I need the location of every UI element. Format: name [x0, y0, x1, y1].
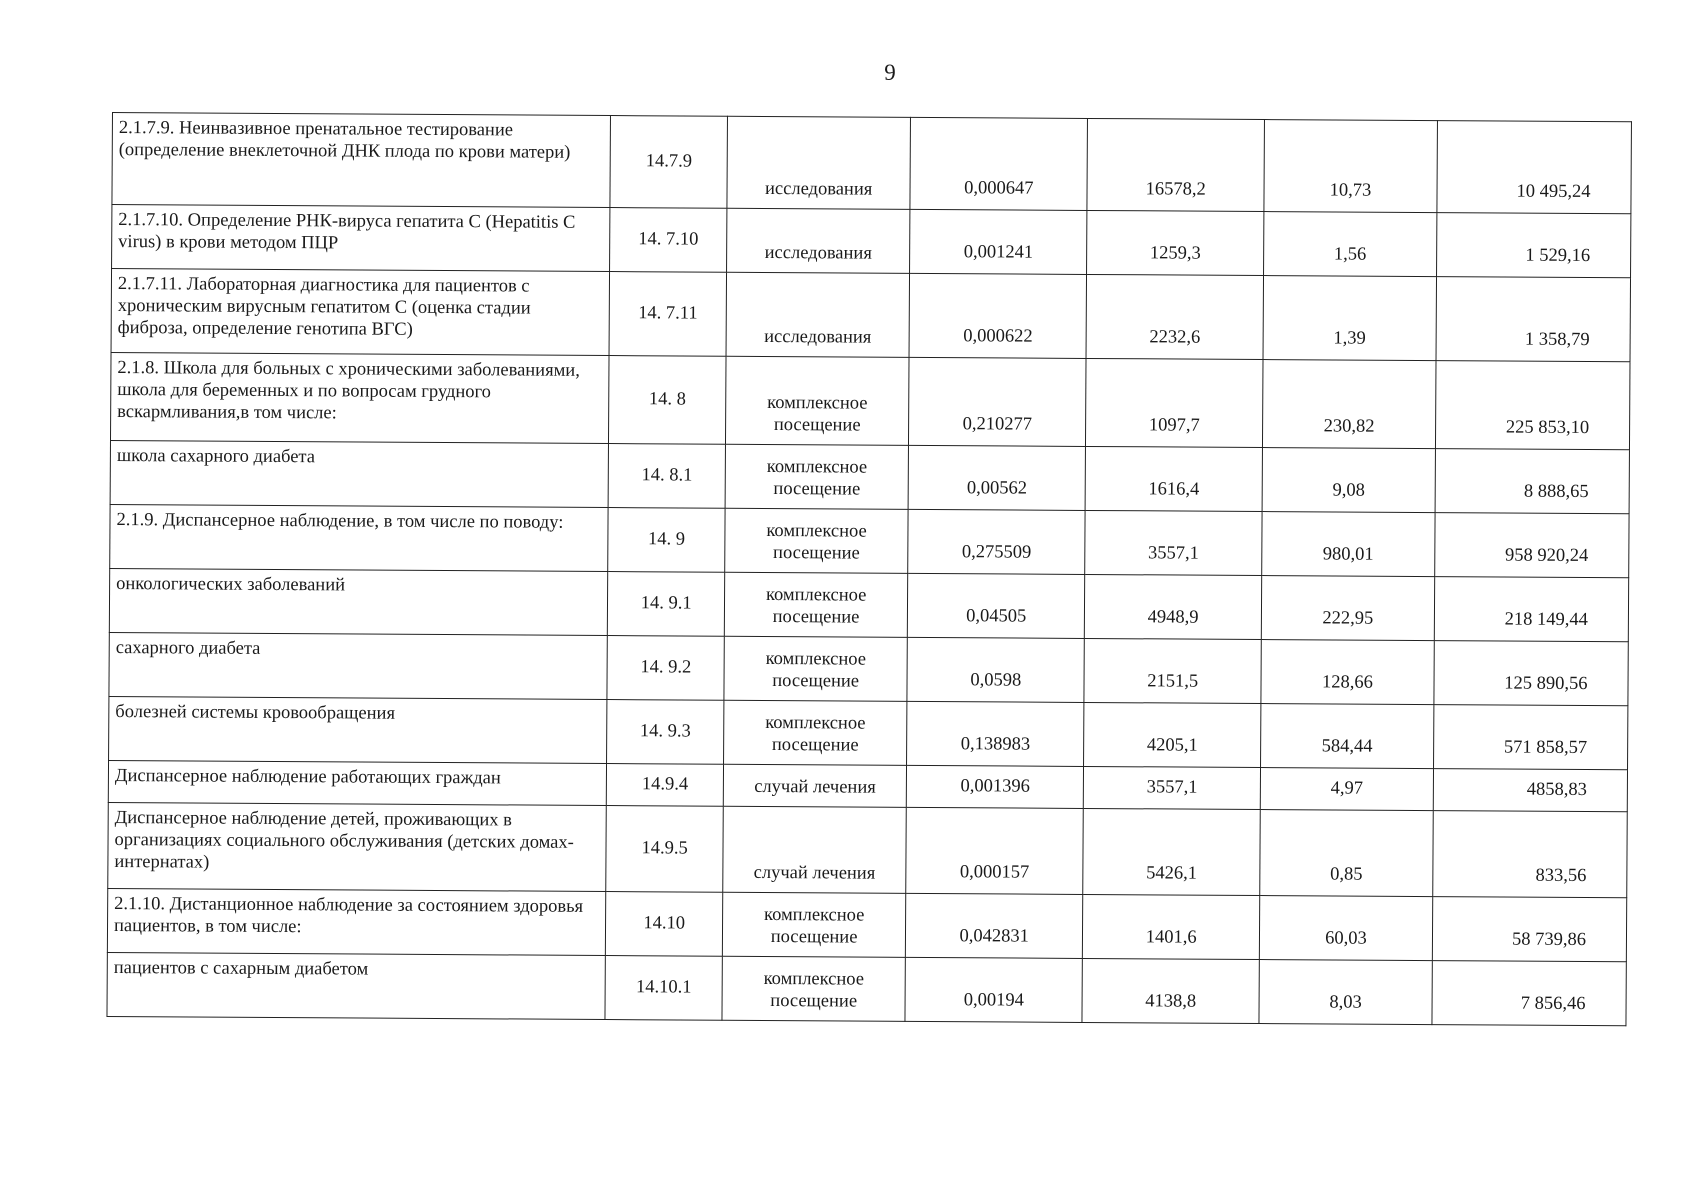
service-name-cell: школа сахарного диабета [110, 440, 609, 507]
table-body [107, 113, 1631, 1026]
unit-cost-cell: 2232,6 [1086, 274, 1263, 359]
total-cost-cell: 958 920,24 [1434, 513, 1629, 578]
per-capita-cell: 222,95 [1261, 576, 1434, 641]
service-name-cell: 2.1.8. Школа для больных с хроническими заболеваниями, школа для беременных и по вопросам грудного вскармливания,в том числе: [110, 352, 609, 443]
service-name-cell: 2.1.10. Дистанционное наблюдение за состоянием здоровья пациентов, в том числе: [107, 888, 606, 955]
norm-volume-cell: 0,000647 [910, 117, 1087, 210]
norm-volume-cell: 0,00194 [905, 957, 1082, 1022]
per-capita-cell: 0,85 [1260, 810, 1433, 897]
norm-volume-cell: 0,138983 [907, 701, 1084, 766]
row-code-cell: 14.10.1 [605, 956, 722, 1021]
table-row [111, 269, 1630, 362]
row-code-cell: 14. 8.1 [609, 444, 726, 509]
unit-cost-cell: 1259,3 [1087, 210, 1264, 275]
total-cost-cell: 58 739,86 [1432, 897, 1627, 962]
per-capita-cell: 980,01 [1262, 512, 1435, 577]
per-capita-cell: 584,44 [1261, 704, 1434, 769]
table-row [107, 888, 1626, 961]
tariff-table [106, 112, 1632, 1026]
norm-volume-cell: 0,042831 [906, 893, 1083, 958]
table-row [112, 205, 1631, 278]
norm-volume-cell: 0,0598 [907, 637, 1084, 702]
per-capita-cell: 230,82 [1263, 360, 1436, 449]
service-name-cell: 2.1.7.9. Неинвазивное пренатальное тестирование (определение внеклеточной ДНК плода по крови матери) [112, 113, 611, 208]
per-capita-cell: 128,66 [1261, 640, 1434, 705]
row-code-cell: 14. 8 [609, 356, 726, 445]
row-code-cell: 14.9.5 [606, 806, 723, 893]
row-code-cell: 14.10 [606, 892, 723, 957]
unit-cost-cell: 1097,7 [1086, 358, 1263, 447]
unit-cost-cell: 16578,2 [1087, 118, 1264, 211]
norm-volume-cell: 0,000622 [909, 273, 1086, 358]
row-code-cell: 14.9.4 [607, 764, 724, 807]
row-code-cell: 14. 9 [608, 508, 725, 573]
service-name-cell: пациентов с сахарным диабетом [107, 952, 606, 1019]
row-code-cell: 14. 7.11 [609, 272, 726, 357]
table-row [107, 952, 1626, 1025]
unit-cell: комплексное посещение [722, 892, 906, 957]
unit-cell: комплексное посещение [723, 700, 907, 765]
total-cost-cell: 1 358,79 [1436, 277, 1631, 362]
norm-volume-cell: 0,000157 [906, 807, 1083, 894]
row-code-cell: 14. 9.1 [608, 572, 725, 637]
per-capita-cell: 9,08 [1262, 448, 1435, 513]
norm-volume-cell: 0,04505 [908, 573, 1085, 638]
total-cost-cell: 833,56 [1432, 811, 1627, 898]
unit-cost-cell: 2151,5 [1084, 638, 1261, 703]
service-name-cell: болезней системы кровообращения [109, 696, 608, 763]
per-capita-cell: 60,03 [1260, 896, 1433, 961]
table-row [112, 113, 1632, 214]
unit-cell: комплексное посещение [724, 636, 908, 701]
unit-cost-cell: 4138,8 [1082, 958, 1259, 1023]
norm-volume-cell: 0,210277 [909, 357, 1086, 446]
table-row [110, 440, 1629, 513]
unit-cell: случай лечения [723, 806, 907, 893]
norm-volume-cell: 0,001241 [910, 209, 1087, 274]
total-cost-cell: 218 149,44 [1434, 577, 1629, 642]
unit-cost-cell: 4948,9 [1085, 574, 1262, 639]
per-capita-cell: 8,03 [1259, 960, 1432, 1025]
norm-volume-cell: 0,001396 [907, 765, 1084, 808]
unit-cell: комплексное посещение [725, 508, 909, 573]
total-cost-cell: 4858,83 [1433, 769, 1627, 812]
row-code-cell: 14. 9.3 [607, 700, 724, 765]
service-name-cell: сахарного диабета [109, 632, 608, 699]
per-capita-cell: 1,39 [1263, 276, 1436, 361]
table-row [109, 696, 1628, 769]
service-name-cell: 2.1.9. Диспансерное наблюдение, в том числе по поводу: [110, 504, 609, 571]
service-name-cell: онкологических заболеваний [109, 568, 608, 635]
service-name-cell: 2.1.7.10. Определение РНК-вируса гепатита C (Hepatitis C virus) в крови методом ПЦР [112, 205, 611, 272]
total-cost-cell: 225 853,10 [1435, 361, 1630, 450]
table-row [109, 568, 1628, 641]
page-number: 9 [884, 60, 896, 85]
service-name-cell: Диспансерное наблюдение работающих граждан [108, 760, 607, 805]
unit-cost-cell: 1616,4 [1085, 446, 1262, 511]
table-row [110, 504, 1629, 577]
per-capita-cell: 10,73 [1264, 120, 1437, 213]
unit-cost-cell: 1401,6 [1083, 894, 1260, 959]
unit-cell: случай лечения [723, 764, 907, 807]
row-code-cell: 14.7.9 [610, 116, 727, 209]
unit-cell: комплексное посещение [725, 356, 909, 445]
per-capita-cell: 4,97 [1260, 768, 1433, 811]
unit-cost-cell: 5426,1 [1083, 808, 1260, 895]
unit-cell: комплексное посещение [722, 956, 906, 1021]
table-row [110, 352, 1630, 449]
unit-cost-cell: 3557,1 [1085, 510, 1262, 575]
norm-volume-cell: 0,00562 [908, 445, 1085, 510]
total-cost-cell: 125 890,56 [1434, 641, 1629, 706]
row-code-cell: 14. 9.2 [607, 636, 724, 701]
total-cost-cell: 10 495,24 [1437, 121, 1632, 214]
norm-volume-cell: 0,275509 [908, 509, 1085, 574]
table-row [108, 802, 1627, 897]
unit-cell: комплексное посещение [725, 444, 909, 509]
unit-cost-cell: 3557,1 [1083, 766, 1260, 809]
service-name-cell: Диспансерное наблюдение детей, проживающих в организациях социального обслуживания (детских домах- интернатах) [108, 802, 607, 891]
row-code-cell: 14. 7.10 [610, 208, 727, 273]
per-capita-cell: 1,56 [1264, 212, 1437, 277]
unit-cell: исследования [727, 116, 911, 209]
total-cost-cell: 571 858,57 [1433, 705, 1628, 770]
total-cost-cell: 1 529,16 [1436, 213, 1631, 278]
service-name-cell: 2.1.7.11. Лабораторная диагностика для пациентов с хроническим вирусным гепатитом С (оценка стадии фиброза, определение генотипа ВГС) [111, 269, 610, 356]
total-cost-cell: 8 888,65 [1435, 449, 1630, 514]
table-row [109, 632, 1628, 705]
unit-cell: комплексное посещение [724, 572, 908, 637]
unit-cell: исследования [726, 208, 910, 273]
unit-cost-cell: 4205,1 [1084, 702, 1261, 767]
total-cost-cell: 7 856,46 [1432, 961, 1627, 1026]
unit-cell: исследования [726, 272, 910, 357]
